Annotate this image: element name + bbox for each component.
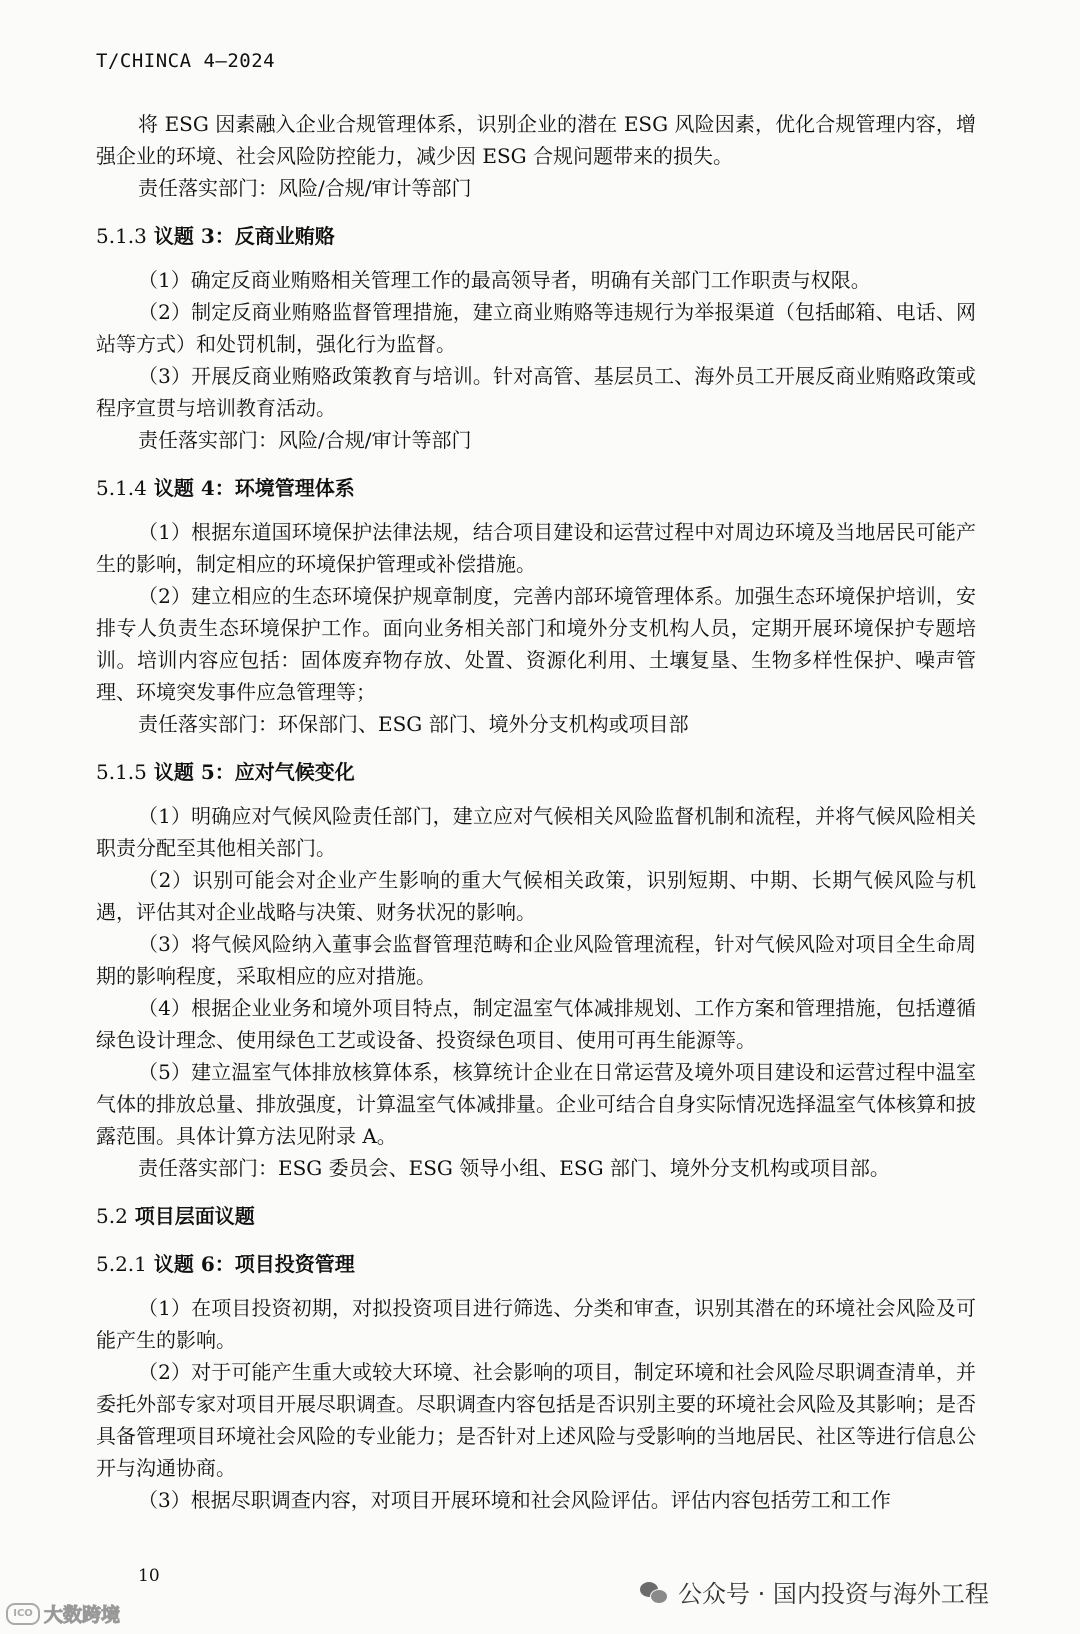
- list-item: （1）确定反商业贿赂相关管理工作的最高领导者，明确有关部门工作职责与权限。: [138, 268, 871, 292]
- wechat-account-badge: [640, 1574, 989, 1609]
- responsible-dept: 责任落实部门：ESG 委员会、ESG 领导小组、ESG 部门、境外分支机构或项目部。: [138, 1156, 890, 1180]
- section-heading-5-1-3: [96, 220, 976, 252]
- list-item: （1）在项目投资初期，对拟投资项目进行筛选、分类和审查，识别其潜在的环境社会风险及可能产生的影响。: [96, 1296, 976, 1352]
- watermark-text: 大数跨境: [44, 1604, 121, 1626]
- responsible-dept: 责任落实部门：风险/合规/审计等部门: [138, 428, 472, 452]
- list-item: （1）明确应对气候风险责任部门，建立应对气候相关风险监督机制和流程，并将气候风险相关职责分配至其他相关部门。: [96, 804, 976, 860]
- section-number: 5.1.4: [96, 476, 147, 500]
- standard-code: T/CHINCA 4—2024: [96, 50, 276, 72]
- responsible-dept: 责任落实部门：环保部门、ESG 部门、境外分支机构或项目部: [138, 712, 689, 736]
- list-item: （2）制定反商业贿赂监督管理措施，建立商业贿赂等违规行为举报渠道（包括邮箱、电话、网站等方式）和处罚机制，强化行为监督。: [96, 300, 976, 356]
- list-item: （5）建立温室气体排放核算体系，核算统计企业在日常运营及境外项目建设和运营过程中温室气体的排放总量、排放强度，计算温室气体减排量。企业可结合自身实际情况选择温室气体核算和披露范围。具体计算方法见附录 A。: [96, 1060, 976, 1148]
- list-item: （2）对于可能产生重大或较大环境、社会影响的项目，制定环境和社会风险尽职调查清单，并委托外部专家对项目开展尽职调查。尽职调查内容包括是否识别主要的环境社会风险及其影响；是否具备管理项目环境社会风险的专业能力；是否针对上述风险与受影响的当地居民、社区等进行信息公开与沟通协商。: [96, 1360, 976, 1480]
- watermark: [6, 1600, 120, 1627]
- section-heading-5-1-5: [96, 756, 976, 788]
- section-number: 5.1.5: [96, 760, 147, 784]
- list-item: （3）开展反商业贿赂政策教育与培训。针对高管、基层员工、海外员工开展反商业贿赂政策或程序宣贯与培训教育活动。: [96, 364, 976, 420]
- section-title: 议题 6：项目投资管理: [153, 1252, 355, 1276]
- section-number: 5.2: [96, 1204, 128, 1228]
- document-body: [96, 108, 976, 1516]
- section-title: 议题 3：反商业贿赂: [153, 224, 335, 248]
- list-item: （2）建立相应的生态环境保护规章制度，完善内部环境管理体系。加强生态环境保护培训，安排专人负责生态环境保护工作。面向业务相关部门和境外分支机构人员，定期开展环境保护专题培训。培训内容应包括：固体废弃物存放、处置、资源化利用、土壤复垦、生物多样性保护、噪声管理、环境突发事件应急管理等；: [96, 584, 976, 704]
- wechat-icon: [640, 1580, 668, 1604]
- intro-paragraph: 将 ESG 因素融入企业合规管理体系，识别企业的潜在 ESG 风险因素，优化合规管理内容，增强企业的环境、社会风险防控能力，减少因 ESG 合规问题带来的损失。: [96, 112, 976, 168]
- wechat-account-name: 公众号 · 国内投资与海外工程: [678, 1580, 989, 1608]
- list-item: （2）识别可能会对企业产生影响的重大气候相关政策，识别短期、中期、长期气候风险与机遇，评估其对企业战略与决策、财务状况的影响。: [96, 868, 976, 924]
- section-title: 议题 5：应对气候变化: [153, 760, 355, 784]
- section-heading-5-2-1: [96, 1248, 976, 1280]
- section-title: 议题 4：环境管理体系: [153, 476, 355, 500]
- page-number: 10: [138, 1566, 160, 1586]
- section-number: 5.1.3: [96, 224, 147, 248]
- section-title: 项目层面议题: [134, 1204, 255, 1228]
- responsible-dept: 责任落实部门：风险/合规/审计等部门: [138, 176, 472, 200]
- list-item: （4）根据企业业务和境外项目特点，制定温室气体减排规划、工作方案和管理措施，包括遵循绿色设计理念、使用绿色工艺或设备、投资绿色项目、使用可再生能源等。: [96, 996, 976, 1052]
- list-item: （3）根据尽职调查内容，对项目开展环境和社会风险评估。评估内容包括劳工和工作: [138, 1488, 891, 1512]
- section-heading-5-2: [96, 1200, 976, 1232]
- list-item: （1）根据东道国环境保护法律法规，结合项目建设和运营过程中对周边环境及当地居民可能产生的影响，制定相应的环境保护管理或补偿措施。: [96, 520, 976, 576]
- list-item: （3）将气候风险纳入董事会监督管理范畴和企业风险管理流程，针对气候风险对项目全生命周期的影响程度，采取相应的应对措施。: [96, 932, 976, 988]
- section-number: 5.2.1: [96, 1252, 147, 1276]
- watermark-logo-icon: ICO: [6, 1603, 40, 1625]
- section-heading-5-1-4: [96, 472, 976, 504]
